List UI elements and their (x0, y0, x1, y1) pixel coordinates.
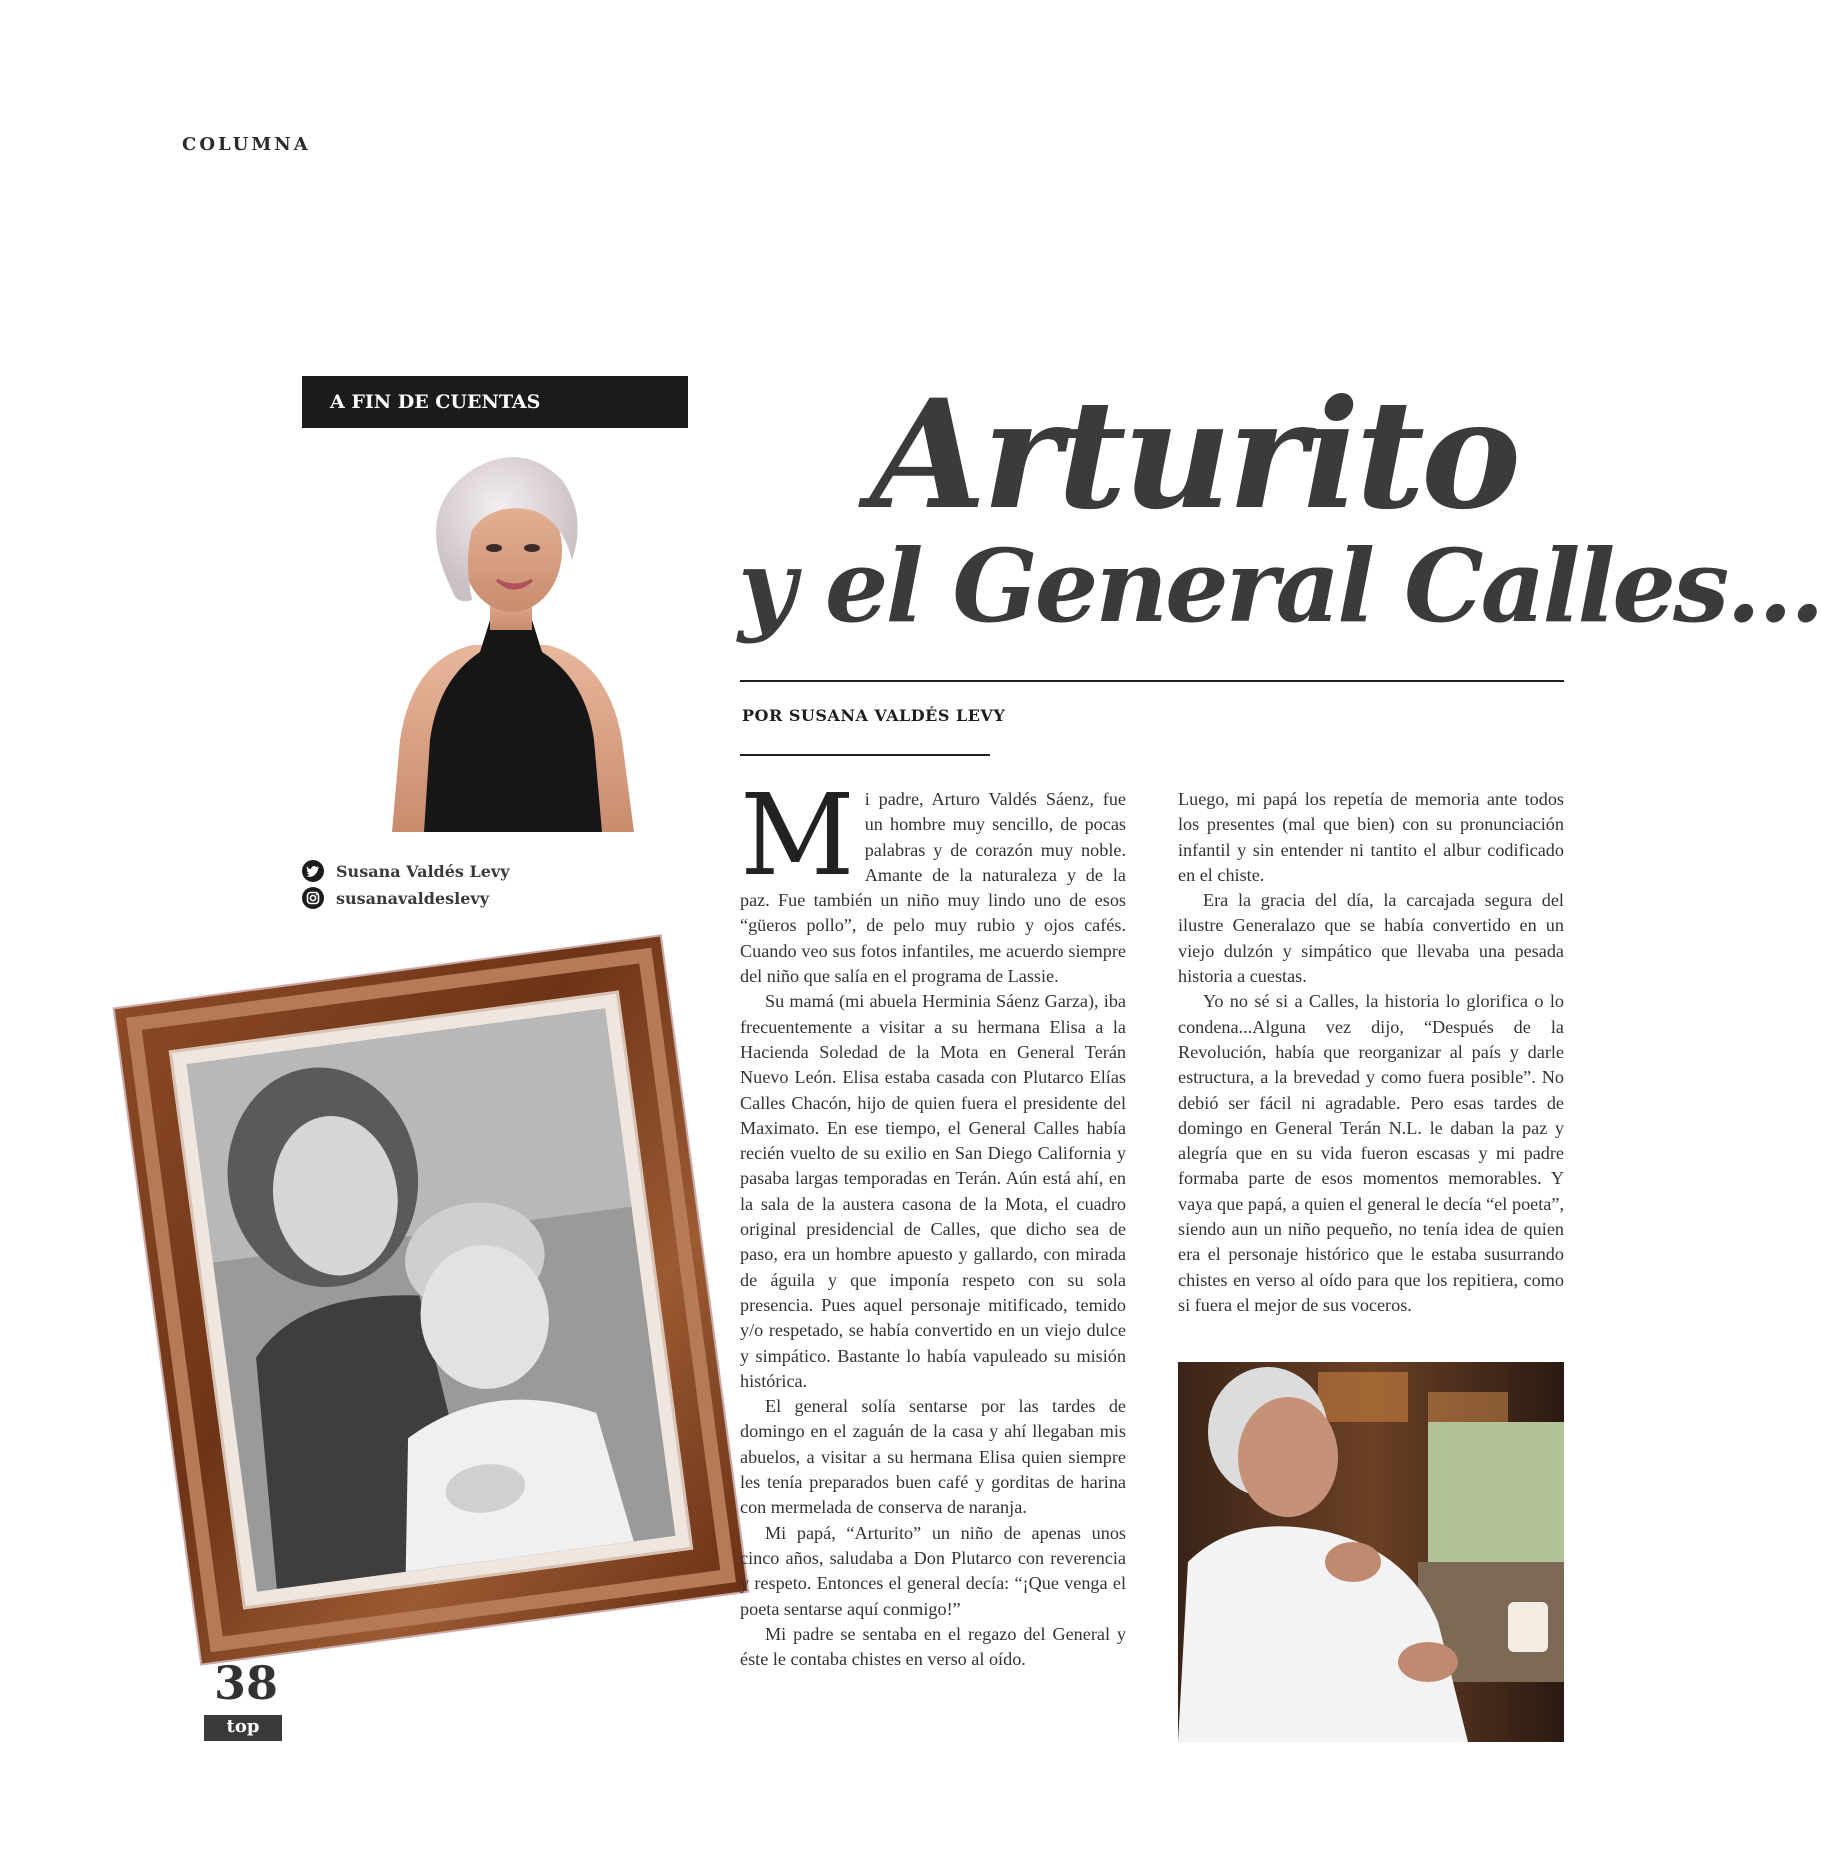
vintage-photo (187, 1008, 676, 1591)
twitter-handle[interactable] (302, 860, 510, 882)
paragraph: Era la gracia del día, la carcajada segura del ilustre Generalazo que se había convertido en un viejo dulzón y simpático que llevaba una pesada historia a cuestas. (1178, 890, 1564, 987)
paragraph-text: i padre, Arturo Valdés Sáenz, fue un hombre muy sencillo, de pocas palabras y de corazón muy noble. Amante de la naturaleza y de la paz. Fue también un niño muy lindo uno de esos “güeros pollo”, de pelo muy rubio y ojos cafés. Cuando veo sus fotos infantiles, me acuerdo siempre del niño que salía en el programa de Lassie. (740, 789, 1126, 987)
article-right-column (1178, 787, 1564, 1318)
twitter-handle-label: Susana Valdés Levy (336, 861, 510, 881)
twitter-icon (302, 860, 324, 882)
paragraph: Su mamá (mi abuela Herminia Sáenz Garza), iba frecuentemente a visitar a su hermana Elisa a la Hacienda Soledad de la Mota en General Terán Nuevo León. Elisa estaba casada con Plutarco Elías Calles Chacón, hijo de quien fuera el presidente del Maximato. En ese tiempo, el General Calles había recién vuelto de su exilio en San Diego California y pasaba largas temporadas en Terán. Aún está ahí, en la sala de la austera casona de la Mota, el cuadro original presidencial de Calles, que dicho sea de paso, era un hombre apuesto y gallardo, con mirada de águila y que imponía respeto con su sola presencia. Pues aquel personaje mitificado, temido y/o respetado, se había convertido en un viejo dulce y simpático. Bastante lo había vapuleado su misión histórica. (740, 991, 1126, 1391)
title-rule (740, 680, 1564, 682)
page-number: 38 (214, 1656, 279, 1710)
paragraph: El general solía sentarse por las tardes de domingo en el zaguán de la casa y ahí llegaban mis abuelos, a visitar a su hermana Elisa quien siempre les tenía preparados buen café y gorditas de harina con mermelada de conserva de naranja. (740, 1396, 1126, 1518)
instagram-handle[interactable] (302, 887, 489, 909)
paragraph: Mi padre se sentaba en el regazo del General y éste le contaba chistes en verso al oído. (740, 1623, 1126, 1670)
magazine-brand-tag: top (204, 1715, 282, 1741)
byline: POR SUSANA VALDÉS LEVY (742, 706, 1006, 725)
framed-family-photo (115, 937, 747, 1664)
author-portrait (372, 440, 642, 832)
paragraph (740, 771, 1126, 989)
column-name-banner: A FIN DE CUENTAS (302, 376, 688, 428)
paragraph: Yo no sé si a Calles, la historia lo glorifica o lo condena...Alguna vez dijo, “Después de la Revolución, había que reorganizar al país y darle estructura, a la brevedad y como fuera posible”. No debió ser fácil ni agradable. Pero esas tardes de domingo en General Terán N.L. le daban la paz y alegría que en su vida fueron escasas y mi padre formaba parte de esos momentos memorables. Y vaya que papá, a quien el general le decía “el poeta”, siendo aun un niño pequeño, no tenía idea de quien era el personaje histórico que le estaba susurrando chistes en verso al oído para que los repitiera, como si fuera el mejor de sus voceros. (1178, 991, 1564, 1315)
article-title-line1: Arturito (870, 367, 1518, 543)
article-left-column (740, 771, 1126, 1672)
paragraph: Mi papá, “Arturito” un niño de apenas unos cinco años, saludaba a Don Plutarco con reverencia y respeto. Entonces el general decía: “¡Que venga el poeta sentarse aquí conmigo!” (740, 1522, 1126, 1619)
instagram-handle-label: susanavaldeslevy (336, 888, 489, 908)
byline-rule (740, 754, 990, 756)
instagram-icon (302, 887, 324, 909)
section-label: COLUMNA (182, 134, 311, 155)
elderly-man-photo (1178, 1362, 1564, 1742)
paragraph: Luego, mi papá los repetía de memoria ante todos los presentes (mal que bien) con su pronunciación infantil y sin entender ni tantito el albur codificado en el chiste. (1178, 789, 1564, 885)
dropcap: M (740, 771, 855, 901)
article-title-line2: y el General Calles... (738, 527, 1822, 645)
